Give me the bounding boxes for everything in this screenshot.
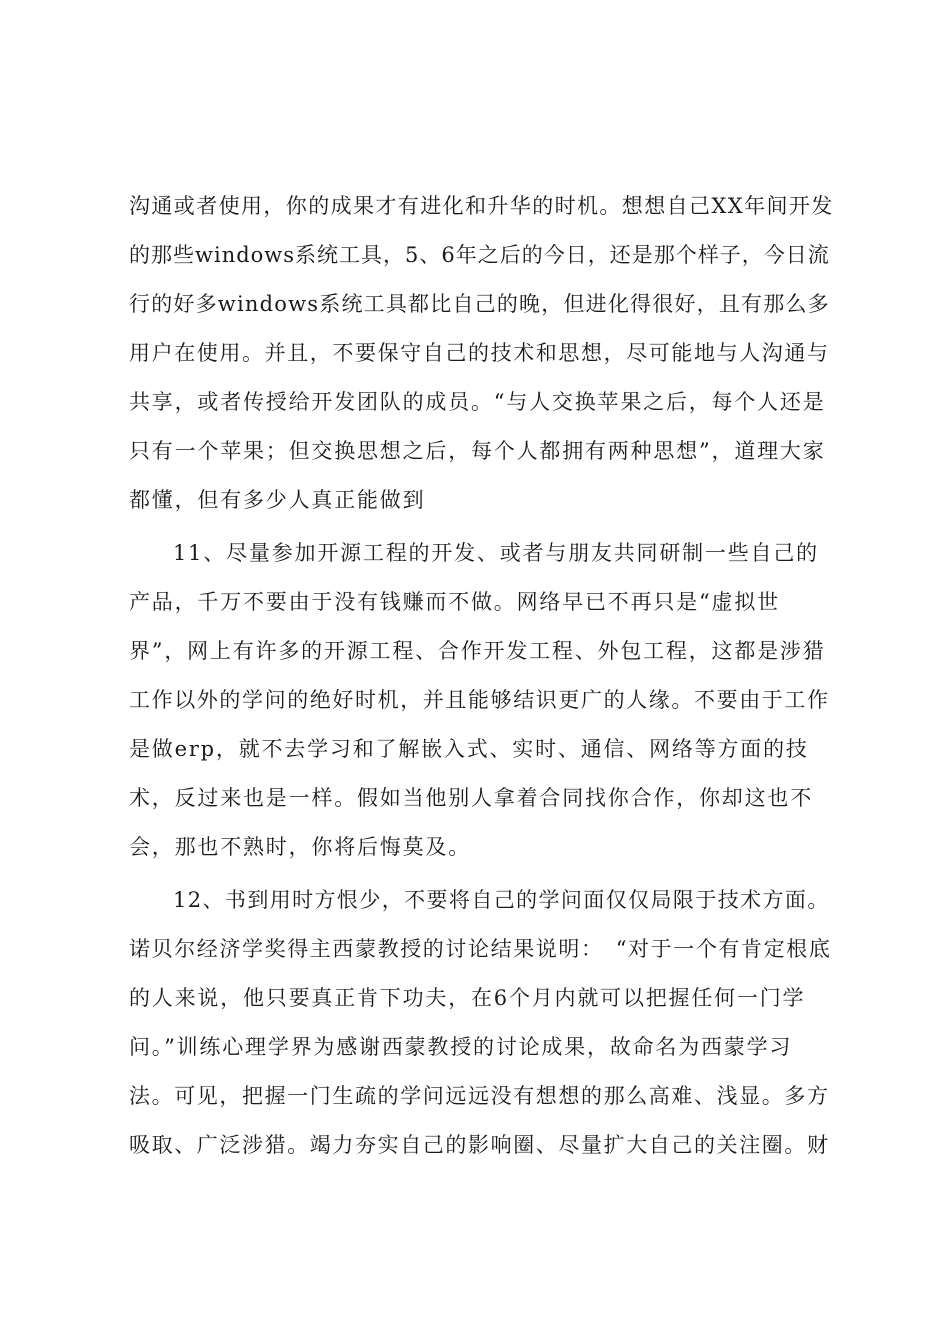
paragraph-1-line-2: 的那些windows系统工具，5、6年之后的今日，还是那个样子，今日流 (129, 243, 830, 267)
paragraph-1-line-1: 沟通或者使用，你的成果才有进化和升华的时机。想想自己XX年间开发 (129, 194, 834, 218)
paragraph-3-line-5: 法。可见，把握一门生疏的学问远远没有想想的那么高难、浅显。多方 (129, 1084, 830, 1108)
paragraph-1-line-4: 用户在使用。并且，不要保守自己的技术和思想，尽可能地与人沟通与 (129, 341, 830, 365)
paragraph-2-line-7: 会，那也不熟时，你将后悔莫及。 (129, 835, 471, 859)
paragraph-3-line-3: 的人来说，他只要真正肯下功夫，在6个月内就可以把握任何一门学 (129, 986, 806, 1010)
paragraph-2-line-4: 工作以外的学问的绝好时机，并且能够结识更广的人缘。不要由于工作 (129, 688, 830, 712)
paragraph-1-line-7: 都懂，但有多少人真正能做到 (129, 488, 426, 512)
paragraph-3-line-4: 问。”训练心理学界为感谢西蒙教授的讨论成果，故命名为西蒙学习 (129, 1035, 793, 1059)
paragraph-3-line-2: 诺贝尔经济学奖得主西蒙教授的讨论结果说明： “对于一个有肯定根底 (129, 937, 832, 961)
paragraph-2-line-2: 产品，千万不要由于没有钱赚而不做。网络早已不再只是“虚拟世 (129, 590, 780, 614)
paragraph-2-line-5: 是做erp，就不去学习和了解嵌入式、实时、通信、网络等方面的技 (129, 737, 809, 761)
paragraph-2-line-1: 11、尽量参加开源工程的开发、或者与朋友共同研制一些自己的 (173, 541, 819, 565)
paragraph-3-line-1: 12、书到用时方恨少，不要将自己的学问面仅仅局限于技术方面。 (173, 888, 830, 912)
paragraph-1-line-3: 行的好多windows系统工具都比自己的晚，但进化得很好，且有那么多 (129, 292, 830, 316)
paragraph-1-line-6: 只有一个苹果；但交换思想之后，每个人都拥有两种思想”，道理大家 (129, 439, 826, 463)
paragraph-3-line-6: 吸取、广泛涉猎。竭力夯实自己的影响圈、尽量扩大自己的关注圈。财 (129, 1133, 830, 1157)
paragraph-1-line-5: 共享，或者传授给开发团队的成员。“与人交换苹果之后，每个人还是 (129, 390, 826, 414)
paragraph-2-line-6: 术，反过来也是一样。假如当他别人拿着合同找你合作，你却这也不 (129, 786, 813, 810)
paragraph-2-line-3: 界”，网上有许多的开源工程、合作开发工程、外包工程，这都是涉猎 (129, 639, 826, 663)
